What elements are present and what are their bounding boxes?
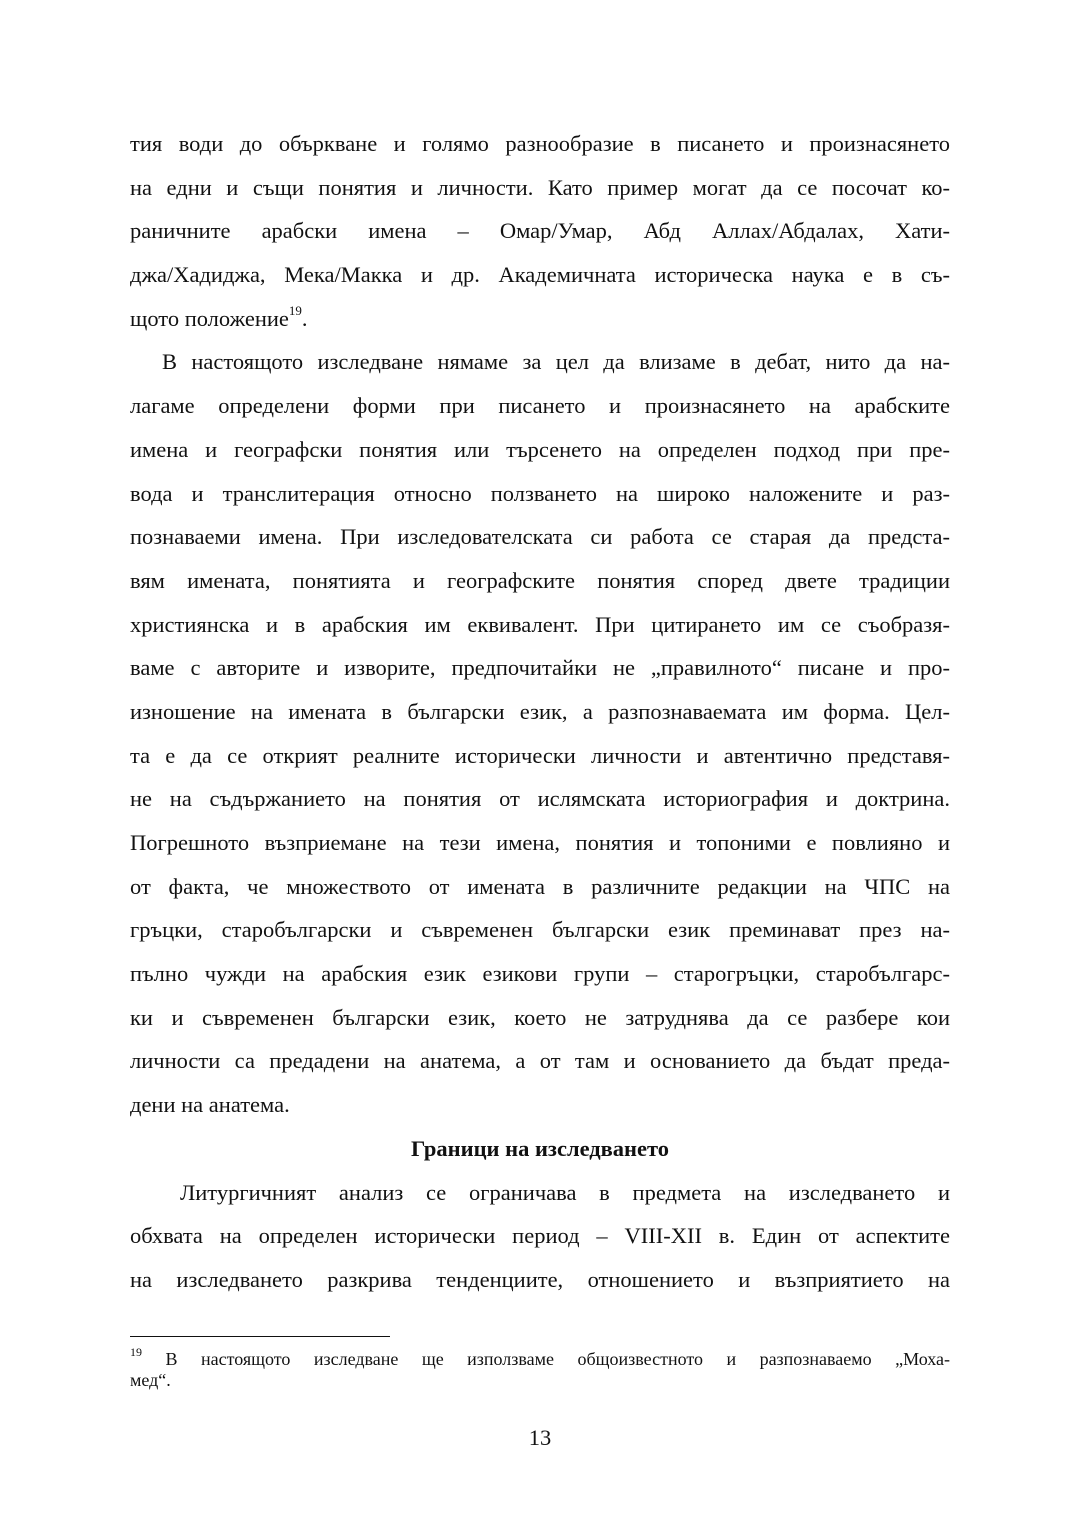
text-line: ваме с авторите и изворите, предпочитайки не „правилното“ писане и про- bbox=[130, 655, 950, 681]
text-line: вям имената, понятията и географските понятия според двете традиции bbox=[130, 567, 950, 593]
text-line: личности са предадени на анатема, а от там и основанието да бъдат преда- bbox=[130, 1048, 950, 1074]
text-line: имена и географски понятия или търсенето на определен подход при пре- bbox=[130, 436, 950, 462]
text-line: обхвата на определен исторически период – VIII-XII в. Един от аспектите bbox=[130, 1223, 950, 1249]
footnote bbox=[130, 1345, 950, 1391]
text-line: ки и съвременен български език, което не затруднява да се разбере кои bbox=[130, 1004, 950, 1030]
text-line: християнска и в арабския им еквивалент. При цитирането им се съобразя- bbox=[130, 611, 950, 637]
paragraph-2 bbox=[130, 340, 950, 1126]
text-line: Погрешното възприемане на тези имена, понятия и топоними е повлияно и bbox=[130, 830, 950, 855]
text-line: на изследването разкрива тенденциите, отношението и възприятието на bbox=[130, 1266, 950, 1292]
footnote-line: мед“. bbox=[130, 1370, 171, 1390]
text-line: та е да се открият реалните исторически личности и автентично представя- bbox=[130, 742, 950, 768]
text-line: гръцки, старобългарски и съвременен български език преминават през на- bbox=[130, 917, 950, 943]
text-line: пълно чужди на арабския език езикови групи – старогръцки, старобългарс- bbox=[130, 961, 950, 987]
page-body bbox=[130, 122, 950, 1302]
footnote-reference[interactable]: 19 bbox=[288, 303, 302, 319]
text-line: познаваеми имена. При изследователската си работа се старая да предста- bbox=[130, 524, 950, 550]
footnote-text: В настоящото изследване ще използваме общоизвестното и разпознаваемо „Моха- bbox=[142, 1349, 950, 1369]
text-line: дени на анатема. bbox=[130, 1092, 290, 1118]
text-line: на едни и същи понятия и личности. Като пример могат да се посочат ко- bbox=[130, 174, 950, 200]
text-line: изношение на имената в български език, а разпознаваемата им форма. Цел- bbox=[130, 698, 950, 724]
text-line bbox=[130, 297, 950, 341]
text-line: джа/Хадиджа, Мека/Макка и др. Академичната историческа наука е в съ- bbox=[130, 262, 950, 288]
footnote-line bbox=[130, 1345, 950, 1370]
text-line: не на съдържанието на понятия от ислямската историография и доктрина. bbox=[130, 786, 950, 812]
text-line: Литургичният анализ се ограничава в предмета на изследването и bbox=[180, 1179, 950, 1205]
section-heading: Граници на изследването bbox=[410, 1135, 670, 1161]
text-line: тия води до объркване и голямо разнообразие в писането и произнасянето bbox=[130, 131, 950, 156]
text-line: раничните арабски имена – Омар/Умар, Абд Аллах/Абдалах, Хати- bbox=[130, 218, 950, 244]
paragraph-3 bbox=[130, 1171, 950, 1302]
text-fragment: щото положение bbox=[130, 305, 289, 331]
footnote-number: 19 bbox=[130, 1345, 142, 1359]
footnote-separator bbox=[130, 1336, 390, 1337]
page-number: 13 bbox=[528, 1425, 552, 1450]
text-fragment: . bbox=[301, 305, 308, 331]
text-line: лагаме определени форми при писането и произнасянето на арабските bbox=[130, 393, 950, 419]
paragraph-1 bbox=[130, 122, 950, 340]
text-line: от факта, че множеството от имената в различните редакции на ЧПС на bbox=[130, 873, 950, 899]
text-line: вода и транслитерация относно ползването на широко наложените и раз- bbox=[130, 480, 950, 506]
text-line: В настоящото изследване нямаме за цел да влизаме в дебат, нито да на- bbox=[162, 349, 950, 375]
